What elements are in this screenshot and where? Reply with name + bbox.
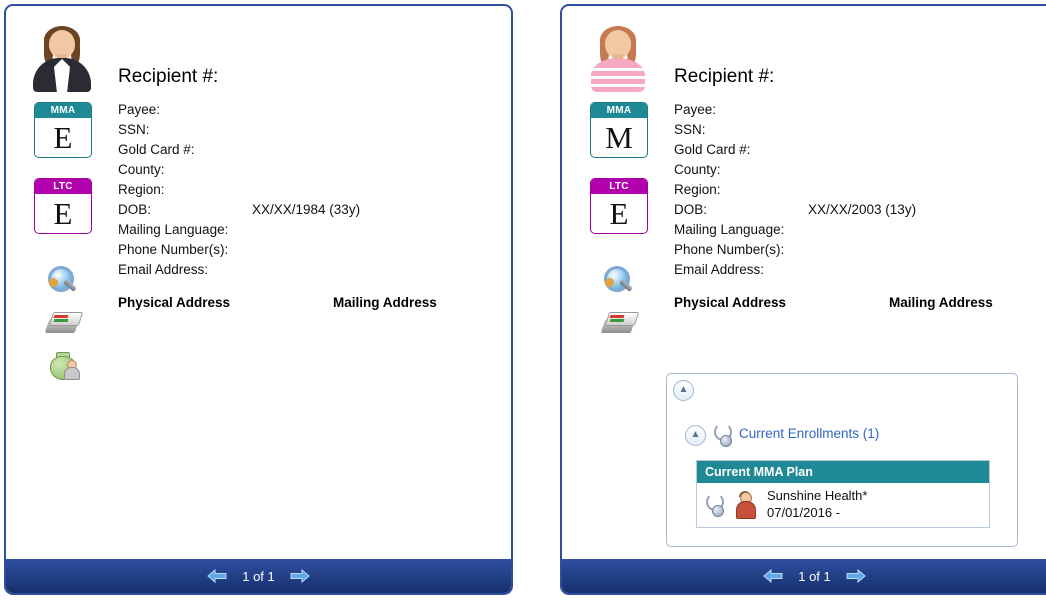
pager-label: 1 of 1 <box>242 568 275 584</box>
current-mma-plan-table <box>696 460 990 528</box>
badge-ltc-letter: E <box>53 196 73 231</box>
field-county <box>118 160 498 180</box>
chevron-up-icon[interactable]: ▲ <box>673 380 694 401</box>
field-label: Gold Card #: <box>118 142 195 157</box>
mailing-address-header: Mailing Address <box>333 295 437 310</box>
field-value: XX/XX/2003 (13y) <box>808 202 917 217</box>
field-region <box>118 180 498 200</box>
field-ssn <box>118 120 498 140</box>
field-mailing-language <box>118 220 498 240</box>
field-label: Email Address: <box>118 262 209 277</box>
prev-page-button[interactable] <box>206 568 228 584</box>
pager-left <box>6 559 511 593</box>
field-phone-numbers <box>674 240 1046 260</box>
field-label: SSN: <box>118 122 150 137</box>
magnifier-icon[interactable] <box>46 264 84 298</box>
badge-ltc-right[interactable] <box>590 178 648 234</box>
field-label: Email Address: <box>674 262 765 277</box>
badge-mma-right[interactable] <box>590 102 648 158</box>
plan-table-header: Current MMA Plan <box>697 461 989 483</box>
stethoscope-icon <box>711 422 735 446</box>
field-label: Mailing Language: <box>674 222 785 237</box>
adult-woman-avatar <box>31 28 93 92</box>
enrollment-section <box>666 373 1018 547</box>
row-icons <box>703 490 759 520</box>
prev-page-button[interactable] <box>762 568 784 584</box>
next-page-button[interactable] <box>845 568 867 584</box>
recipient-panel-left <box>4 4 513 595</box>
id-card-icon[interactable] <box>46 307 84 341</box>
field-payee <box>118 100 498 120</box>
field-value: XX/XX/1984 (33y) <box>252 202 361 217</box>
field-label: County: <box>118 162 165 177</box>
plan-dates: 07/01/2016 - <box>767 505 841 520</box>
next-page-button[interactable] <box>289 568 311 584</box>
field-gold-card <box>674 140 1046 160</box>
field-mailing-language <box>674 220 1046 240</box>
money-bag-icon[interactable] <box>46 350 84 384</box>
field-ssn <box>674 120 1046 140</box>
table-row[interactable] <box>697 483 989 527</box>
badge-ltc-letter: E <box>609 196 629 231</box>
recipient-fields-left <box>118 100 498 280</box>
field-label: Payee: <box>118 102 161 117</box>
page-title-right: Recipient #: <box>674 66 775 87</box>
badge-mma-letter: E <box>53 120 73 155</box>
field-label: County: <box>674 162 721 177</box>
field-label: SSN: <box>674 122 706 137</box>
field-label: DOB: <box>674 202 708 217</box>
pager-label: 1 of 1 <box>798 568 831 584</box>
field-label: Gold Card #: <box>674 142 751 157</box>
badge-mma-label: MMA <box>591 103 647 118</box>
field-label: Region: <box>118 182 165 197</box>
field-label: Mailing Language: <box>118 222 229 237</box>
physical-address-header: Physical Address <box>674 295 787 310</box>
badge-ltc-left[interactable] <box>34 178 92 234</box>
field-phone-numbers <box>118 240 498 260</box>
id-card-icon[interactable] <box>602 307 640 341</box>
field-dob <box>118 200 498 220</box>
plan-details <box>767 487 867 521</box>
field-label: Phone Number(s): <box>674 242 785 257</box>
child-girl-avatar <box>587 28 649 92</box>
physical-address-header: Physical Address <box>118 295 231 310</box>
current-enrollments-link[interactable]: Current Enrollments (1) <box>739 426 880 441</box>
field-dob <box>674 200 1046 220</box>
magnifier-icon[interactable] <box>602 264 640 298</box>
plan-name: Sunshine Health* <box>767 488 868 503</box>
badge-mma-left[interactable] <box>34 102 92 158</box>
field-payee <box>674 100 1046 120</box>
recipient-fields-right <box>674 100 1046 280</box>
stethoscope-icon <box>703 492 727 516</box>
badge-mma-letter: M <box>605 120 633 155</box>
field-email-address <box>674 260 1046 280</box>
page-title-left: Recipient #: <box>118 66 219 87</box>
badge-ltc-label: LTC <box>591 179 647 194</box>
field-label: DOB: <box>118 202 152 217</box>
recipient-panel-right <box>560 4 1046 595</box>
mailing-address-header: Mailing Address <box>889 295 993 310</box>
field-label: Payee: <box>674 102 717 117</box>
field-label: Phone Number(s): <box>118 242 229 257</box>
field-label: Region: <box>674 182 721 197</box>
badge-mma-label: MMA <box>35 103 91 118</box>
field-gold-card <box>118 140 498 160</box>
chevron-up-icon[interactable]: ▲ <box>685 425 706 446</box>
member-icon <box>735 492 755 518</box>
field-region <box>674 180 1046 200</box>
field-email-address <box>118 260 498 280</box>
badge-ltc-label: LTC <box>35 179 91 194</box>
panel-body-right <box>562 6 1046 557</box>
field-county <box>674 160 1046 180</box>
pager-right <box>562 559 1046 593</box>
panel-body-left <box>6 6 511 557</box>
